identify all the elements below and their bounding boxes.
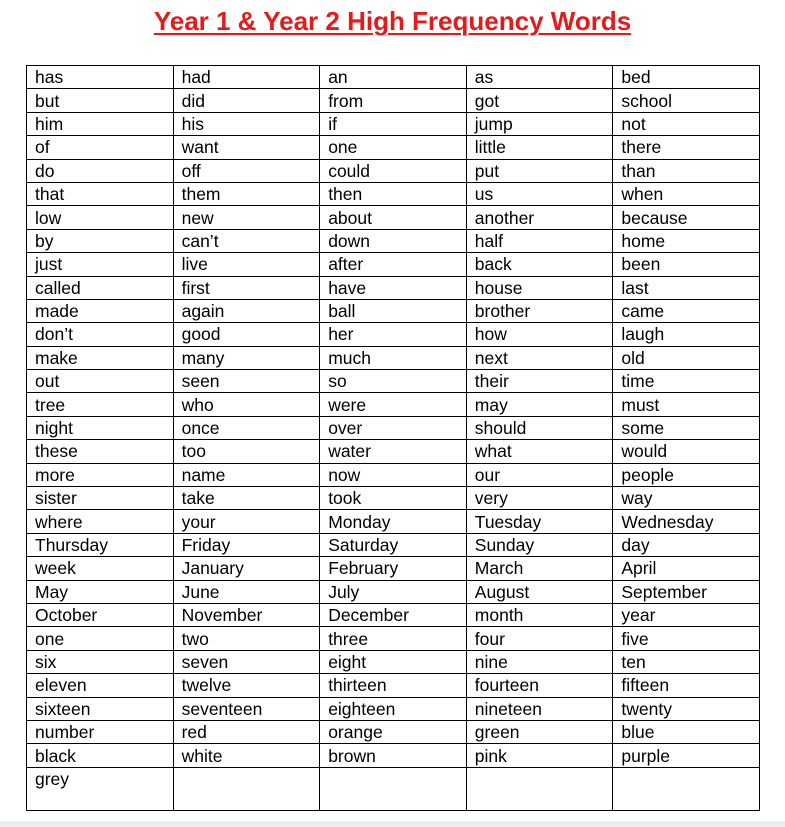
word-cell [613, 767, 760, 810]
word-cell: purple [613, 744, 760, 767]
word-cell: than [613, 159, 760, 182]
word-cell: March [466, 557, 613, 580]
word-cell: January [173, 557, 320, 580]
word-cell: been [613, 253, 760, 276]
table-row [27, 720, 760, 743]
table-row [27, 416, 760, 439]
page-title: Year 1 & Year 2 High Frequency Words [153, 6, 632, 36]
word-cell: white [173, 744, 320, 767]
table-row [27, 440, 760, 463]
table-row [27, 206, 760, 229]
word-cell: should [466, 416, 613, 439]
word-cell [320, 767, 467, 810]
word-cell: these [27, 440, 174, 463]
word-cell: one [27, 627, 174, 650]
word-cell: then [320, 182, 467, 205]
word-cell: off [173, 159, 320, 182]
word-cell: us [466, 182, 613, 205]
word-cell: blue [613, 720, 760, 743]
word-cell: eleven [27, 674, 174, 697]
word-cell: where [27, 510, 174, 533]
table-row [27, 674, 760, 697]
word-cell: fourteen [466, 674, 613, 697]
table-row [27, 767, 760, 810]
word-cell: five [613, 627, 760, 650]
table-row [27, 66, 760, 89]
word-cell: last [613, 276, 760, 299]
word-cell: over [320, 416, 467, 439]
table-row [27, 253, 760, 276]
word-cell: orange [320, 720, 467, 743]
word-cell: of [27, 136, 174, 159]
table-row [27, 323, 760, 346]
word-cell: one [320, 136, 467, 159]
word-table-body [27, 66, 760, 811]
word-cell: what [466, 440, 613, 463]
word-cell: grey [27, 767, 174, 810]
word-cell: after [320, 253, 467, 276]
word-cell: low [27, 206, 174, 229]
word-cell: so [320, 370, 467, 393]
word-cell: November [173, 603, 320, 626]
word-cell: that [27, 182, 174, 205]
word-cell: sixteen [27, 697, 174, 720]
word-cell: has [27, 66, 174, 89]
word-cell: year [613, 603, 760, 626]
table-row [27, 89, 760, 112]
word-cell [173, 767, 320, 810]
table-row [27, 697, 760, 720]
word-cell: their [466, 370, 613, 393]
table-row [27, 276, 760, 299]
word-cell: black [27, 744, 174, 767]
word-cell: her [320, 323, 467, 346]
word-cell: an [320, 66, 467, 89]
word-cell: night [27, 416, 174, 439]
word-cell: not [613, 112, 760, 135]
word-cell: your [173, 510, 320, 533]
table-row [27, 510, 760, 533]
word-cell: Thursday [27, 533, 174, 556]
word-cell: brother [466, 299, 613, 322]
word-cell: good [173, 323, 320, 346]
word-cell: just [27, 253, 174, 276]
word-cell: April [613, 557, 760, 580]
word-cell: eight [320, 650, 467, 673]
word-cell: Saturday [320, 533, 467, 556]
word-cell: May [27, 580, 174, 603]
word-cell: nineteen [466, 697, 613, 720]
word-cell: down [320, 229, 467, 252]
word-cell: can’t [173, 229, 320, 252]
word-cell: were [320, 393, 467, 416]
table-row [27, 580, 760, 603]
word-cell: would [613, 440, 760, 463]
word-cell: December [320, 603, 467, 626]
word-cell: got [466, 89, 613, 112]
table-row [27, 346, 760, 369]
word-cell [466, 767, 613, 810]
word-cell: make [27, 346, 174, 369]
word-cell: but [27, 89, 174, 112]
word-cell: because [613, 206, 760, 229]
word-cell: laugh [613, 323, 760, 346]
word-cell: half [466, 229, 613, 252]
word-cell: who [173, 393, 320, 416]
word-cell: tree [27, 393, 174, 416]
word-cell: week [27, 557, 174, 580]
word-cell: water [320, 440, 467, 463]
word-cell: bed [613, 66, 760, 89]
bottom-edge-strip [0, 821, 785, 827]
word-cell: green [466, 720, 613, 743]
word-cell: day [613, 533, 760, 556]
word-cell: house [466, 276, 613, 299]
table-row [27, 182, 760, 205]
table-row [27, 487, 760, 510]
table-row [27, 744, 760, 767]
word-cell: Sunday [466, 533, 613, 556]
word-cell: two [173, 627, 320, 650]
word-cell: October [27, 603, 174, 626]
word-cell: time [613, 370, 760, 393]
word-cell: did [173, 89, 320, 112]
word-cell: three [320, 627, 467, 650]
table-row [27, 650, 760, 673]
word-cell: Friday [173, 533, 320, 556]
word-cell: six [27, 650, 174, 673]
word-cell: way [613, 487, 760, 510]
word-cell: sister [27, 487, 174, 510]
word-cell: seventeen [173, 697, 320, 720]
table-row [27, 603, 760, 626]
table-row [27, 463, 760, 486]
word-cell: them [173, 182, 320, 205]
word-cell: very [466, 487, 613, 510]
word-cell: out [27, 370, 174, 393]
word-cell: September [613, 580, 760, 603]
word-cell: July [320, 580, 467, 603]
word-cell: when [613, 182, 760, 205]
word-cell: little [466, 136, 613, 159]
word-cell: nine [466, 650, 613, 673]
word-cell: red [173, 720, 320, 743]
word-cell: could [320, 159, 467, 182]
word-cell: called [27, 276, 174, 299]
word-cell: again [173, 299, 320, 322]
word-cell: twelve [173, 674, 320, 697]
word-cell: next [466, 346, 613, 369]
word-cell: how [466, 323, 613, 346]
table-row [27, 112, 760, 135]
word-cell: take [173, 487, 320, 510]
word-cell: about [320, 206, 467, 229]
table-row [27, 557, 760, 580]
word-cell: four [466, 627, 613, 650]
word-cell: live [173, 253, 320, 276]
word-cell: much [320, 346, 467, 369]
word-table [26, 65, 760, 811]
word-cell: name [173, 463, 320, 486]
word-cell: from [320, 89, 467, 112]
word-cell: seen [173, 370, 320, 393]
table-row [27, 370, 760, 393]
word-cell: first [173, 276, 320, 299]
word-cell: there [613, 136, 760, 159]
word-cell: seven [173, 650, 320, 673]
table-row [27, 159, 760, 182]
word-cell: jump [466, 112, 613, 135]
word-cell: another [466, 206, 613, 229]
word-cell: came [613, 299, 760, 322]
word-cell: June [173, 580, 320, 603]
word-cell: Wednesday [613, 510, 760, 533]
word-cell: want [173, 136, 320, 159]
word-cell: August [466, 580, 613, 603]
word-cell: made [27, 299, 174, 322]
word-cell: have [320, 276, 467, 299]
word-cell: old [613, 346, 760, 369]
word-cell: our [466, 463, 613, 486]
word-cell: once [173, 416, 320, 439]
word-cell: school [613, 89, 760, 112]
word-cell: February [320, 557, 467, 580]
word-cell: back [466, 253, 613, 276]
word-cell: more [27, 463, 174, 486]
table-row [27, 533, 760, 556]
word-cell: home [613, 229, 760, 252]
word-cell: number [27, 720, 174, 743]
table-row [27, 627, 760, 650]
word-cell: eighteen [320, 697, 467, 720]
table-row [27, 393, 760, 416]
word-cell: don’t [27, 323, 174, 346]
word-cell: thirteen [320, 674, 467, 697]
word-cell: had [173, 66, 320, 89]
word-cell: twenty [613, 697, 760, 720]
table-row [27, 299, 760, 322]
word-cell: some [613, 416, 760, 439]
word-cell: him [27, 112, 174, 135]
table-row [27, 136, 760, 159]
table-row [27, 229, 760, 252]
word-cell: pink [466, 744, 613, 767]
word-cell: ball [320, 299, 467, 322]
word-cell: took [320, 487, 467, 510]
word-cell: do [27, 159, 174, 182]
word-cell: Tuesday [466, 510, 613, 533]
word-cell: his [173, 112, 320, 135]
word-cell: fifteen [613, 674, 760, 697]
word-cell: put [466, 159, 613, 182]
word-cell: too [173, 440, 320, 463]
word-cell: month [466, 603, 613, 626]
word-cell: must [613, 393, 760, 416]
word-cell: people [613, 463, 760, 486]
word-cell: brown [320, 744, 467, 767]
word-cell: new [173, 206, 320, 229]
word-cell: now [320, 463, 467, 486]
word-cell: as [466, 66, 613, 89]
word-cell: by [27, 229, 174, 252]
word-cell: Monday [320, 510, 467, 533]
word-cell: may [466, 393, 613, 416]
word-cell: many [173, 346, 320, 369]
word-cell: ten [613, 650, 760, 673]
word-cell: if [320, 112, 467, 135]
